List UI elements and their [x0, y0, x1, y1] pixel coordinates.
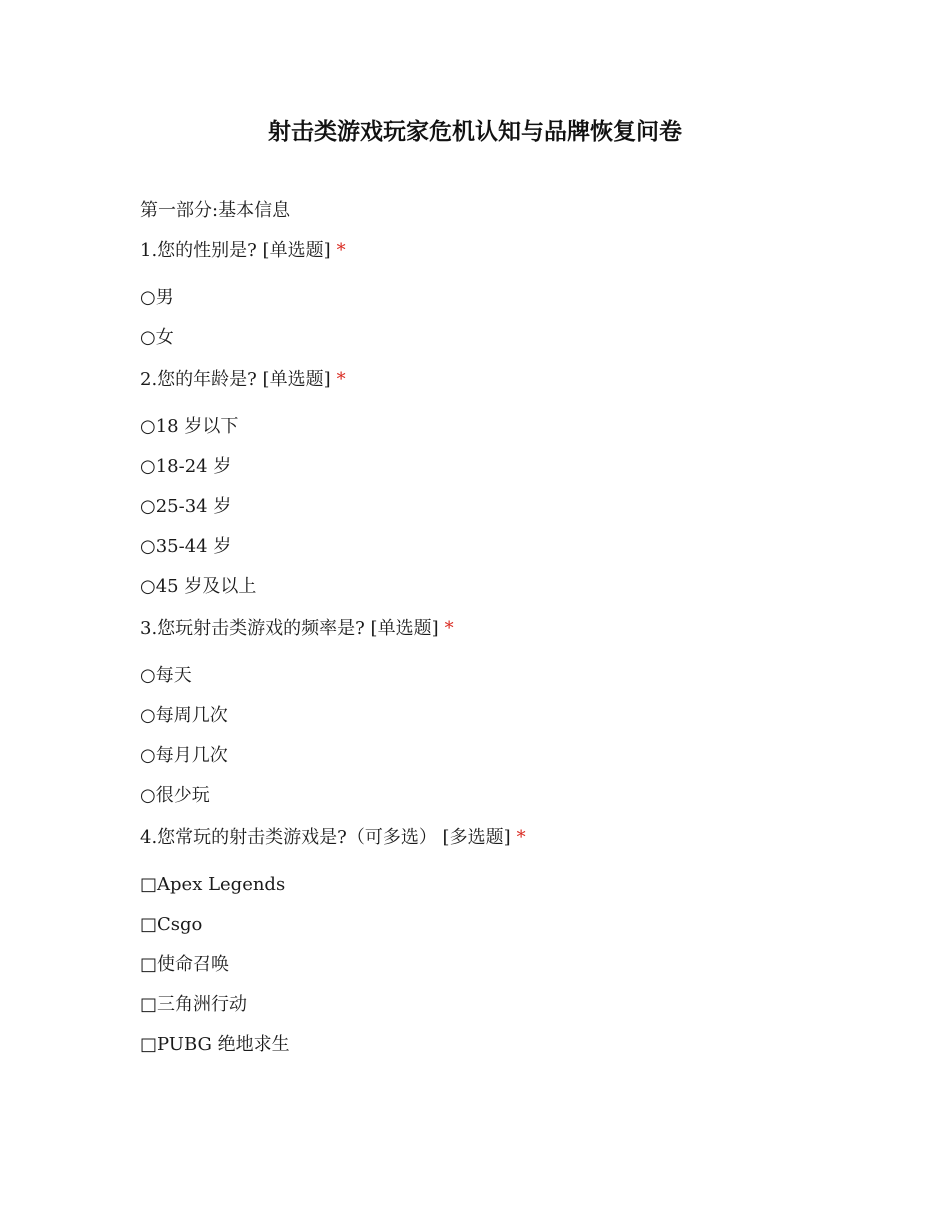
survey-title: 射击类游戏玩家危机认知与品牌恢复问卷 — [268, 119, 682, 145]
radio-option-male[interactable]: ○男 — [140, 285, 840, 311]
checkbox-option-delta-force[interactable]: □三角洲行动 — [140, 992, 840, 1018]
radio-circle-icon[interactable]: ○ — [140, 576, 156, 597]
checkbox-square-icon[interactable]: □ — [140, 874, 158, 895]
question-text: 2.您的年龄是? [单选题] * — [140, 369, 346, 390]
radio-circle-icon[interactable]: ○ — [140, 327, 156, 348]
checkbox-option-cod[interactable]: □使命召唤 — [140, 952, 840, 978]
checkbox-square-icon[interactable]: □ — [140, 1034, 158, 1055]
radio-option-monthly[interactable]: ○每月几次 — [140, 743, 840, 769]
question-text: 3.您玩射击类游戏的频率是? [单选题] * — [140, 618, 454, 639]
radio-option-age-45-plus[interactable]: ○45 岁及以上 — [140, 574, 840, 600]
checkbox-square-icon[interactable]: □ — [140, 994, 158, 1015]
radio-circle-icon[interactable]: ○ — [140, 416, 156, 437]
required-asterisk: * — [444, 618, 454, 639]
radio-option-rarely[interactable]: ○很少玩 — [140, 783, 840, 809]
radio-option-age-under-18[interactable]: ○18 岁以下 — [140, 414, 840, 440]
question-2 — [140, 367, 840, 600]
radio-option-daily[interactable]: ○每天 — [140, 663, 840, 689]
question-text: 4.您常玩的射击类游戏是?（可多选） [多选题] * — [140, 827, 526, 848]
radio-option-age-25-34[interactable]: ○25-34 岁 — [140, 494, 840, 520]
question-1 — [140, 238, 840, 351]
question-text: 1.您的性别是? [单选题] * — [140, 240, 346, 261]
survey-body — [140, 198, 840, 1074]
section-heading: 第一部分:基本信息 — [140, 200, 291, 221]
checkbox-square-icon[interactable]: □ — [140, 914, 158, 935]
radio-circle-icon[interactable]: ○ — [140, 665, 156, 686]
required-asterisk: * — [336, 369, 346, 390]
checkbox-option-pubg[interactable]: □PUBG 绝地求生 — [140, 1032, 840, 1058]
radio-circle-icon[interactable]: ○ — [140, 496, 156, 517]
question-3 — [140, 616, 840, 809]
radio-circle-icon[interactable]: ○ — [140, 745, 156, 766]
radio-circle-icon[interactable]: ○ — [140, 785, 156, 806]
radio-circle-icon[interactable]: ○ — [140, 705, 156, 726]
question-4 — [140, 825, 840, 1058]
checkbox-square-icon[interactable]: □ — [140, 954, 158, 975]
checkbox-option-csgo[interactable]: □Csgo — [140, 912, 840, 938]
radio-circle-icon[interactable]: ○ — [140, 287, 156, 308]
radio-option-weekly[interactable]: ○每周几次 — [140, 703, 840, 729]
radio-circle-icon[interactable]: ○ — [140, 536, 156, 557]
radio-option-female[interactable]: ○女 — [140, 325, 840, 351]
radio-option-age-35-44[interactable]: ○35-44 岁 — [140, 534, 840, 560]
checkbox-option-apex[interactable]: □Apex Legends — [140, 872, 840, 898]
required-asterisk: * — [516, 827, 526, 848]
required-asterisk: * — [336, 240, 346, 261]
radio-option-age-18-24[interactable]: ○18-24 岁 — [140, 454, 840, 480]
radio-circle-icon[interactable]: ○ — [140, 456, 156, 477]
